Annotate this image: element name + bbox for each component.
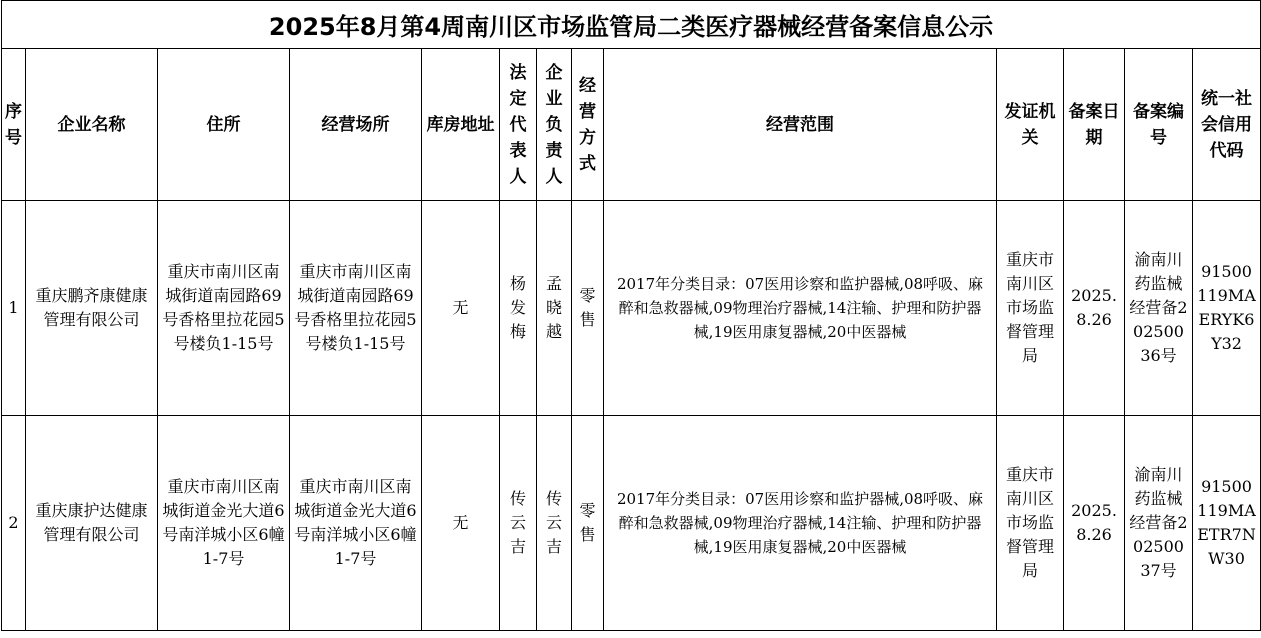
- cell-record-date: 2025.8.26: [1064, 201, 1125, 416]
- header-authority: 发证机关: [997, 49, 1064, 201]
- header-credit-code: 统一社会信用代码: [1193, 49, 1261, 201]
- cell-record-no: 渝南川药监械经营备20250037号: [1125, 416, 1193, 631]
- cell-scope: 2017年分类目录：07医用诊察和监护器械,08呼吸、麻醉和急救器械,09物理治疗器械,14注输、护理和防护器械,19医用康复器械,20中医器械: [604, 416, 997, 631]
- header-legal-rep: 法定代表人: [500, 49, 537, 201]
- cell-scope: 2017年分类目录：07医用诊察和监护器械,08呼吸、麻醉和急救器械,09物理治疗器械,14注输、护理和防护器械,19医用康复器械,20中医器械: [604, 201, 997, 416]
- table-row: [2, 416, 1261, 631]
- cell-authority: 重庆市南川区市场监督管理局: [997, 416, 1064, 631]
- cell-legal-rep: 传云吉: [500, 416, 537, 631]
- header-responsible: 企业负责人: [537, 49, 572, 201]
- table-row: [2, 201, 1261, 416]
- cell-credit-code: 91500119MAERYK6Y32: [1193, 201, 1261, 416]
- cell-record-date: 2025.8.26: [1064, 416, 1125, 631]
- cell-record-no: 渝南川药监械经营备20250036号: [1125, 201, 1193, 416]
- header-scope: 经营范围: [604, 49, 997, 201]
- cell-credit-code: 91500119MAETR7NW30: [1193, 416, 1261, 631]
- page-title: 2025年8月第4周南川区市场监管局二类医疗器械经营备案信息公示: [2, 1, 1261, 49]
- header-row: [2, 49, 1261, 201]
- filing-table: [1, 0, 1261, 631]
- header-address: 住所: [158, 49, 290, 201]
- cell-warehouse: 无: [422, 416, 500, 631]
- cell-responsible: 传云吉: [537, 416, 572, 631]
- header-business-place: 经营场所: [290, 49, 422, 201]
- cell-business-place: 重庆市南川区南城街道南园路69号香格里拉花园5号楼负1-15号: [290, 201, 422, 416]
- cell-seq: 2: [2, 416, 26, 631]
- cell-authority: 重庆市南川区市场监督管理局: [997, 201, 1064, 416]
- cell-mode: 零售: [572, 416, 604, 631]
- header-company: 企业名称: [26, 49, 158, 201]
- cell-legal-rep: 杨发梅: [500, 201, 537, 416]
- cell-company: 重庆康护达健康管理有限公司: [26, 416, 158, 631]
- cell-address: 重庆市南川区南城街道南园路69号香格里拉花园5号楼负1-15号: [158, 201, 290, 416]
- header-record-no: 备案编号: [1125, 49, 1193, 201]
- header-seq: 序号: [2, 49, 26, 201]
- cell-mode: 零售: [572, 201, 604, 416]
- cell-warehouse: 无: [422, 201, 500, 416]
- cell-seq: 1: [2, 201, 26, 416]
- cell-company: 重庆鹏齐康健康管理有限公司: [26, 201, 158, 416]
- cell-responsible: 孟晓越: [537, 201, 572, 416]
- header-warehouse: 库房地址: [422, 49, 500, 201]
- cell-business-place: 重庆市南川区南城街道金光大道6号南洋城小区6幢1-7号: [290, 416, 422, 631]
- header-record-date: 备案日期: [1064, 49, 1125, 201]
- header-mode: 经营方式: [572, 49, 604, 201]
- cell-address: 重庆市南川区南城街道金光大道6号南洋城小区6幢1-7号: [158, 416, 290, 631]
